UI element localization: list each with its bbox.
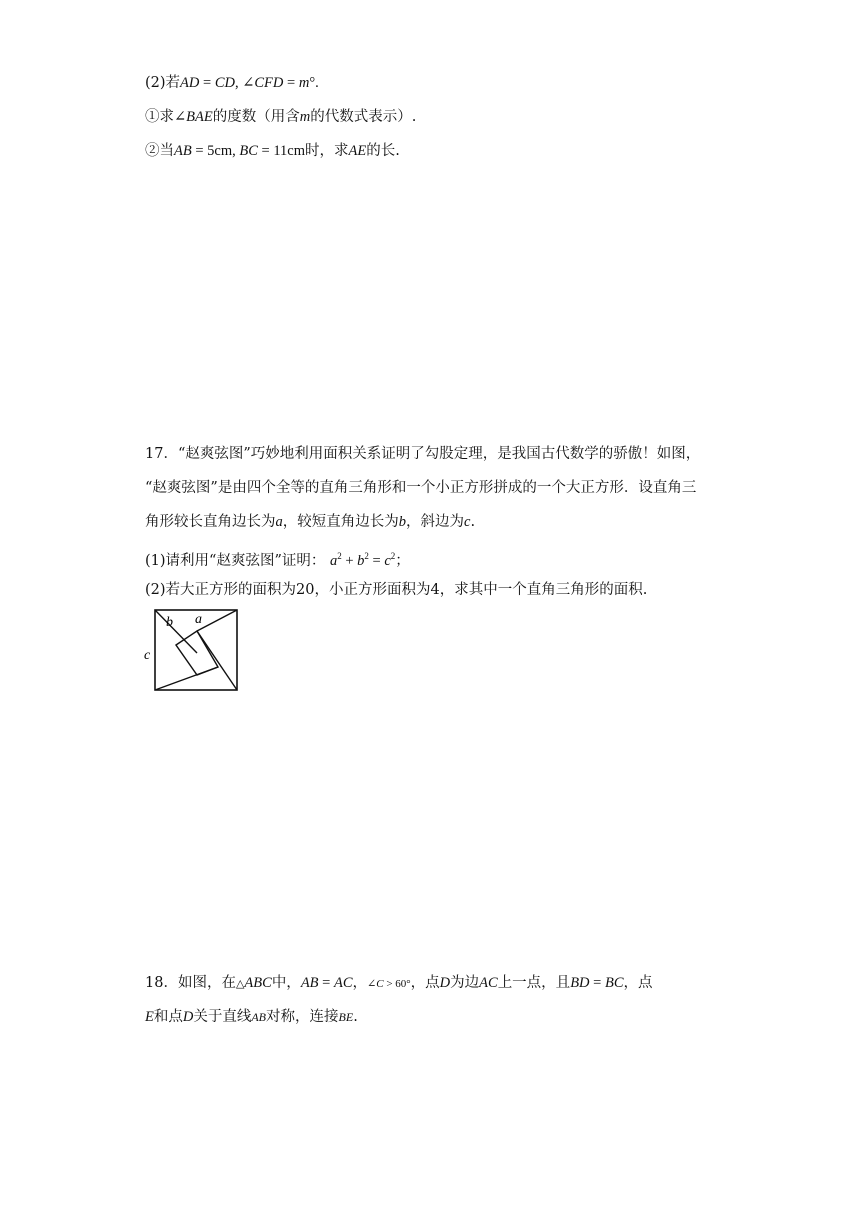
q17-line-1: 17．“赵爽弦图”巧妙地利用面积关系证明了勾股定理，是我国古代数学的骄傲！如图， (145, 446, 701, 462)
math: a (275, 514, 283, 530)
text: 关于直线 (193, 1009, 252, 1025)
text: ①求 (145, 109, 174, 125)
math: ∠ (367, 978, 377, 990)
math: C (376, 978, 384, 990)
math: > 60° (383, 978, 411, 990)
q17-line-2: “赵爽弦图”是由四个全等的直角三角形和一个小正方形拼成的一个大正方形．设直角三 (145, 480, 697, 496)
math: 2 (390, 551, 396, 561)
text: 对称，连接 (266, 1009, 339, 1025)
text: ； (395, 552, 410, 569)
math: AD (180, 75, 200, 91)
math: + (341, 552, 358, 569)
math: BC (239, 143, 258, 159)
q16-sub2-line (145, 141, 400, 161)
math: AB (251, 1010, 267, 1024)
math: = (283, 75, 299, 91)
math: E (145, 1009, 154, 1025)
math: c (464, 514, 471, 530)
text: ，点 (623, 975, 653, 991)
text: 18．如图，在 (145, 975, 236, 991)
math: D (182, 1009, 194, 1025)
q18-line-1 (145, 973, 653, 994)
q16-sub1-line (145, 107, 416, 127)
math: AB (300, 975, 319, 991)
math: AC (333, 975, 353, 991)
text: . (470, 514, 476, 530)
math: b (398, 514, 406, 530)
text: ②当 (145, 143, 174, 159)
text: ，斜边为 (406, 514, 464, 530)
inner-line-2 (197, 610, 237, 631)
text: 为边 (450, 975, 480, 991)
text: 和点 (153, 1009, 183, 1025)
math: BC (604, 975, 624, 991)
text: 中， (271, 975, 301, 991)
text: (1)请利用“赵爽弦图”证明： (145, 552, 326, 569)
text: ， (352, 975, 367, 991)
text: ，点 (410, 975, 440, 991)
math: m (298, 75, 310, 91)
text: (2)若 (145, 75, 181, 91)
math: , ∠ (234, 75, 255, 91)
math: ∠ (174, 109, 187, 125)
math: 2 (364, 551, 369, 561)
math: BE (338, 1010, 354, 1024)
text: 角形较长直角边长为 (145, 514, 276, 530)
zhao-shuang-figure (142, 605, 242, 693)
math: △ (235, 978, 245, 990)
math: AC (479, 975, 498, 991)
math: m (299, 109, 311, 125)
q16-part2-line (145, 73, 319, 93)
math: BAE (186, 109, 213, 125)
math: = 5cm, (191, 143, 240, 159)
text: 的代数式表示）. (310, 109, 417, 125)
label-c: c (144, 648, 151, 663)
label-a: a (195, 612, 202, 627)
math: c (384, 552, 391, 569)
math: CFD (254, 75, 284, 91)
text: . (353, 1009, 358, 1025)
q17-line-3 (145, 512, 475, 532)
math: a (329, 552, 338, 569)
label-b: b (166, 615, 173, 630)
math: = (589, 975, 605, 991)
inner-line-3 (197, 631, 237, 690)
text: ，较短直角边长为 (282, 514, 399, 530)
math: AE (348, 143, 367, 159)
math: °. (309, 75, 319, 91)
q17-part2-line: (2)若大正方形的面积为20，小正方形面积为4，求其中一个直角三角形的面积. (145, 582, 648, 598)
text: 的长. (366, 143, 400, 159)
text: 的度数（用含 (212, 109, 300, 125)
math: 2 (337, 551, 342, 561)
math: = 11cm时，求 (257, 143, 349, 159)
math: AB (174, 143, 192, 159)
text: 上一点，且 (497, 975, 571, 991)
math: b (357, 552, 365, 569)
math: = (318, 975, 334, 991)
math: D (439, 975, 451, 991)
q18-line-2 (145, 1007, 358, 1027)
math: BD (570, 975, 590, 991)
math: = (199, 75, 215, 91)
inner-line-1 (155, 610, 197, 653)
math: CD (214, 75, 235, 91)
q17-part1-line (145, 546, 410, 571)
math: = (368, 552, 385, 569)
math: ABC (244, 975, 272, 991)
